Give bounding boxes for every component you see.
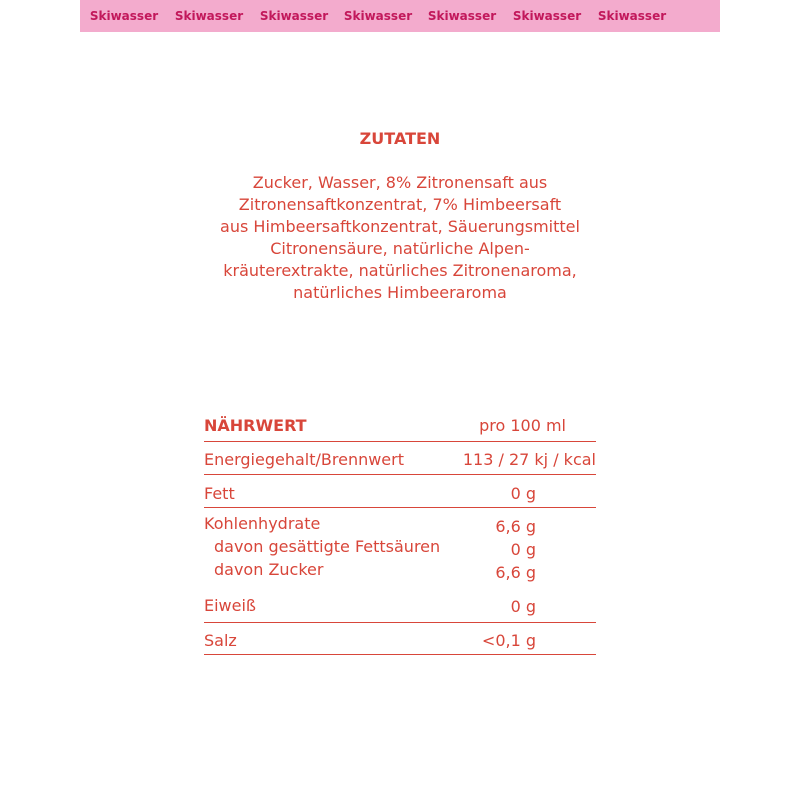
ingredients-line: natürliches Himbeeraroma (293, 283, 507, 302)
energy-row (204, 442, 596, 475)
nutrition-table (204, 409, 596, 655)
ingredients-line: kräuterextrakte, natürliches Zitronenaroma, (223, 261, 577, 280)
energy-label: Energiegehalt/Brennwert (204, 450, 404, 469)
banner-word: Skiwasser (89, 9, 159, 23)
ingredients-line: aus Himbeersaftkonzentrat, Säuerungsmittel (220, 217, 580, 236)
salt-value: <0,1 g (481, 631, 536, 650)
salt-label: Salz (204, 631, 237, 650)
protein-value: 0 g (510, 597, 536, 616)
energy-value: 113 / 27 kj / kcal (462, 450, 596, 469)
nutrition-header-row (204, 409, 596, 442)
banner-word: Skiwasser (174, 9, 244, 23)
fat-value: 0 g (510, 484, 536, 503)
protein-label: Eiweiß (204, 596, 257, 615)
ingredients-title: ZUTATEN (359, 129, 441, 148)
nutrition-header-label: NÄHRWERT (204, 416, 307, 435)
nutrition-header-value: pro 100 ml (479, 416, 566, 435)
sugar-value: 6,6 g (495, 563, 536, 582)
ingredients-line: Citronensäure, natürliche Alpen- (270, 239, 530, 258)
fat-label: Fett (204, 484, 235, 503)
carbs-row (204, 508, 596, 623)
salt-row (204, 623, 596, 655)
ingredients-line: Zitronensaftkonzentrat, 7% Himbeersaft (238, 195, 562, 214)
banner-word: Skiwasser (597, 9, 667, 23)
fat-row (204, 475, 596, 508)
saturated-fat-value: 0 g (510, 540, 536, 559)
brand-banner (80, 0, 720, 32)
banner-word: Skiwasser (259, 9, 329, 23)
carbs-value: 6,6 g (495, 517, 536, 536)
sugar-label: davon Zucker (214, 560, 324, 579)
ingredients-list (0, 172, 800, 304)
banner-word: Skiwasser (427, 9, 497, 23)
carbs-label: Kohlenhydrate (204, 514, 321, 533)
saturated-fat-label: davon gesättigte Fettsäuren (214, 537, 441, 556)
ingredients-line: Zucker, Wasser, 8% Zitronensaft aus (252, 173, 548, 192)
banner-word: Skiwasser (512, 9, 582, 23)
banner-word: Skiwasser (343, 9, 413, 23)
